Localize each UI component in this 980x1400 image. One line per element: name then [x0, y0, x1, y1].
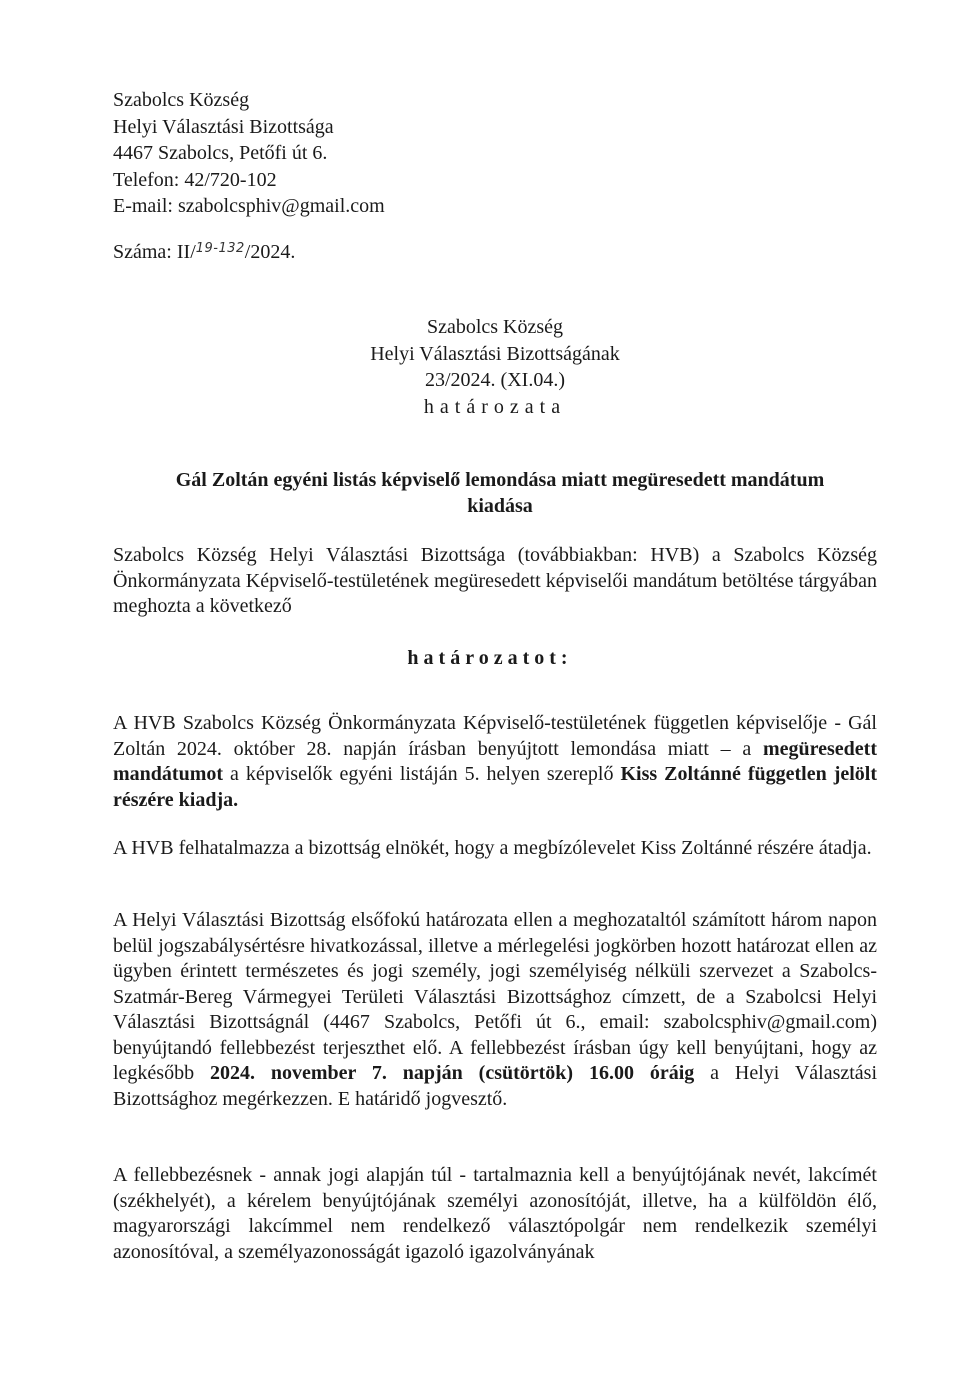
appeal-text-2: a Helyi Választási Bizottsághoz megérkezzen. E határidő jogvesztő.: [113, 1062, 878, 1110]
header-email: E-mail: szabolcsphiv@gmail.com: [113, 195, 385, 217]
title-line-2: Helyi Választási Bizottságának: [370, 342, 620, 365]
resolution-title: [0, 314, 980, 420]
decision-text-1: A HVB Szabolcs Község Önkormányzata Képviselő-testületének független képviselője - Gál Zoltán 2024. október 28. napján írásban benyújtott lemondása miatt – a: [113, 712, 877, 760]
title-line-1: Szabolcs Község: [426, 316, 564, 338]
header-line-1: Szabolcs Község: [113, 89, 250, 111]
header-line-2: Helyi Választási Bizottsága: [113, 115, 334, 138]
appeal-text-1: A Helyi Választási Bizottság elsőfokú határozata ellen a meghozataltól számított három napon belül jogszabálysértésre hivatkozással, illetve a mérlegelési jogkörben hozott határozat ellen az ügyben érintett természetes és jogi személy, jogi személyiség nélküli szervezet a Szabolcs-Szatmár-Bereg Vármegyei Területi Választási Bizottsághoz címzett, de a Szabolcsi Helyi Választási Bizottságnál (4467 Szabolcs, Petőfi út 6., email: szabolcsphiv@gmail.com) benyújtandó fellebbezést terjeszthet elő. A fellebbezést írásban úgy kell benyújtani, hogy az legkésőbb: [113, 909, 877, 1084]
decision-text-2: a képviselők egyéni listáján 5. helyen szereplő: [223, 763, 621, 785]
authorization-paragraph: A HVB felhatalmazza a bizottság elnökét, hogy a megbízólevelet Kiss Zoltánné részére átadja.: [113, 837, 872, 859]
decision-paragraph: [113, 711, 877, 813]
decision-heading: határozatot:: [407, 647, 573, 669]
decision-bold-2: Kiss Zoltánné független jelölt részére kiadja.: [113, 763, 878, 811]
intro-paragraph: Szabolcs Község Helyi Választási Bizottsága (továbbiakban: HVB) a Szabolcs Község Önkormányzata Képviselő-testületének megüresedett képviselői mandátum betöltése tárgyában meghozta a következő: [113, 544, 877, 617]
reference-number: [113, 239, 295, 268]
appeal-content-paragraph: A fellebbezésnek - annak jogi alapján túl - tartalmaznia kell a benyújtójának nevét, lakcímét (székhelyét), a kérelem benyújtójának személyi azonosítóját, illetve, ha a külföldön élő, magyarországi lakcímmel nem rendelkező választópolgár nem rendelkezik személyi azonosítóval, a személyazonosságát igazoló igazolványának: [113, 1164, 877, 1263]
title-line-4: határozata: [423, 395, 567, 418]
reference-suffix: /2024.: [244, 241, 296, 263]
sender-header: [113, 87, 385, 220]
decision-bold-1: megüresedett mandátumot: [113, 737, 877, 785]
reference-prefix: Száma: II/: [113, 241, 196, 263]
appeal-deadline: 2024. november 7. napján (csütörtök) 16.00 óráig: [209, 1062, 695, 1084]
header-line-3: 4467 Szabolcs, Petőfi út 6.: [113, 142, 328, 164]
handwritten-number: 19-132: [195, 241, 245, 256]
header-line-4: Telefon: 42/720-102: [113, 168, 277, 191]
title-line-3: 23/2024. (XI.04.): [425, 369, 565, 391]
appeal-paragraph: [113, 908, 877, 1112]
subject-heading: Gál Zoltán egyéni listás képviselő lemondása miatt megüresedett mandátum kiadása: [175, 469, 825, 517]
